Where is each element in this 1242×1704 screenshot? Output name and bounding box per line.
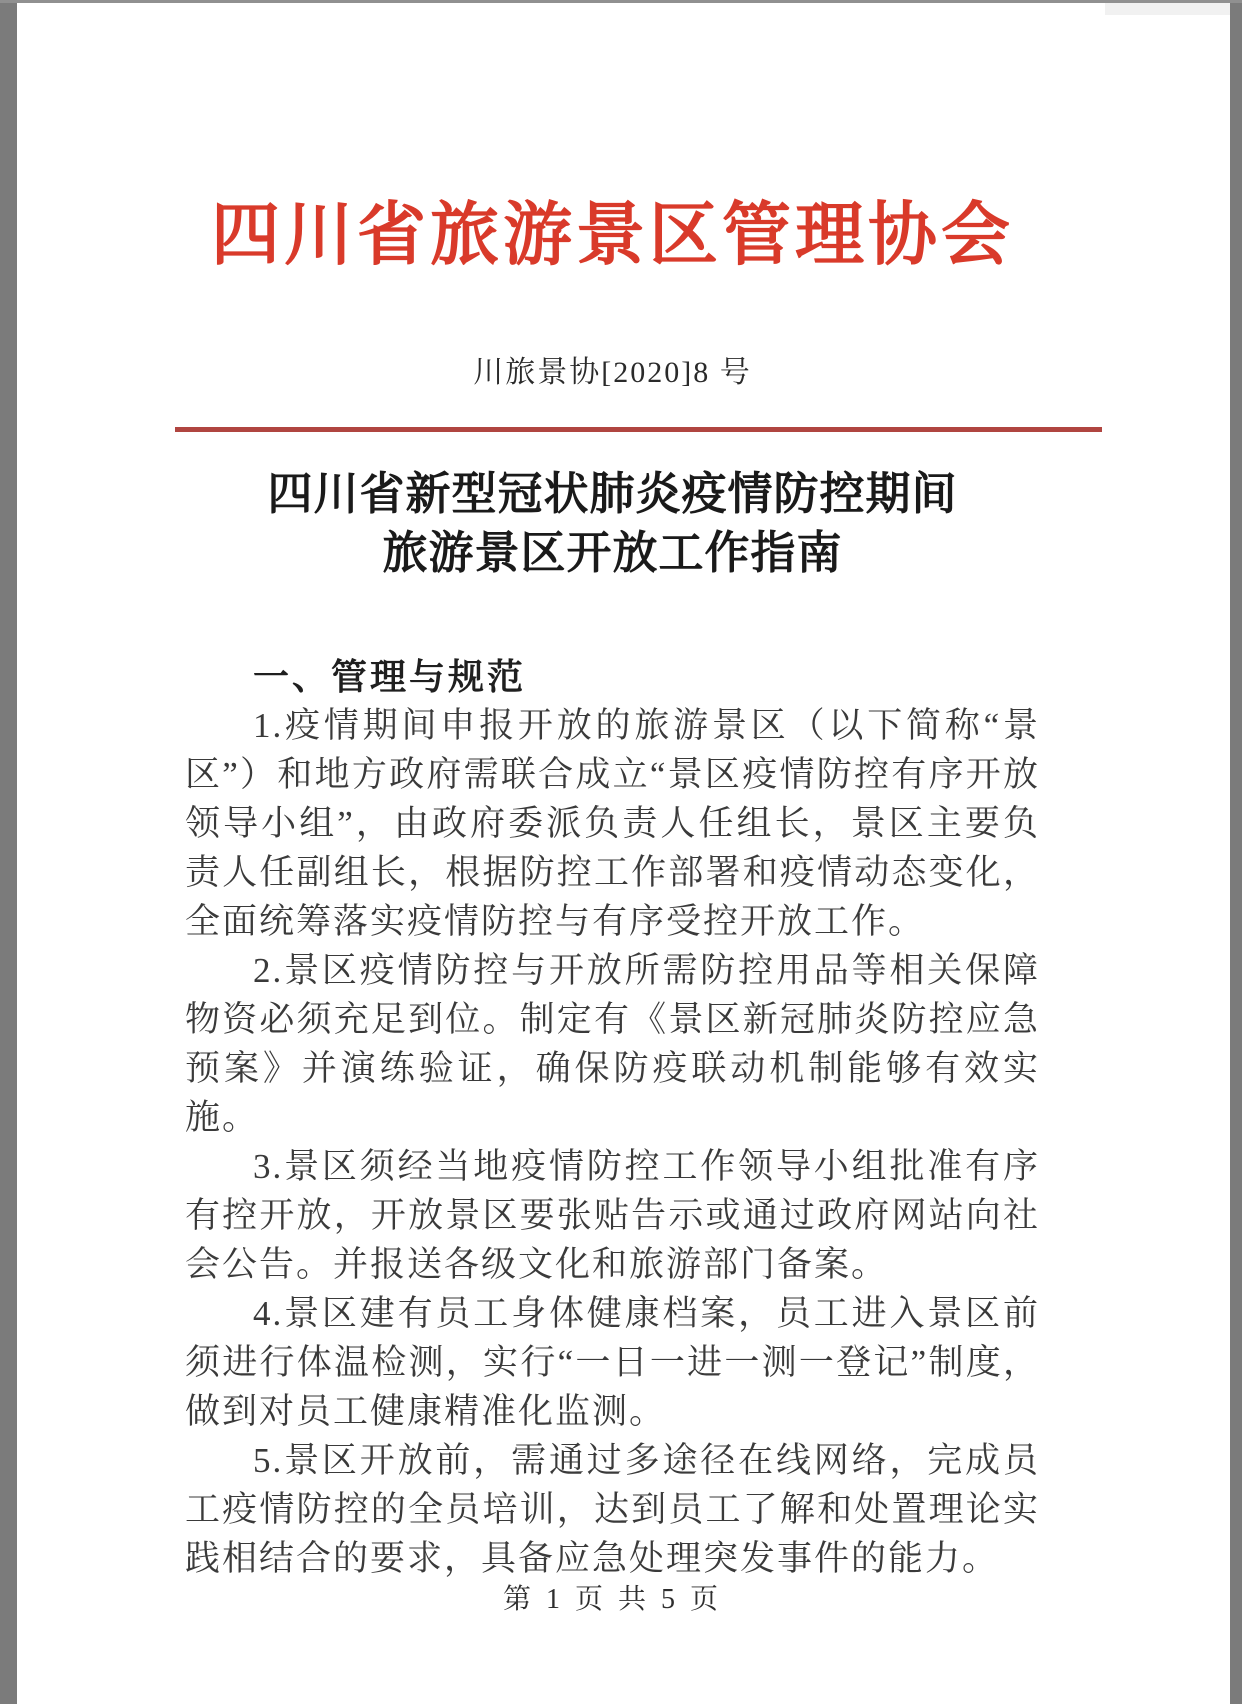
- body-text: [185, 701, 1040, 1583]
- body-paragraph-5: 5.景区开放前，需通过多途径在线网络，完成员工疫情防控的全员培训，达到员工了解和处置理论实践相结合的要求，具备应急处理突发事件的能力。: [185, 1441, 1040, 1578]
- body-paragraph-1: 1.疫情期间申报开放的旅游景区（以下简称“景区”）和地方政府需联合成立“景区疫情防控有序开放领导小组”，由政府委派负责人任组长，景区主要负责人任副组长，根据防控工作部署和疫情动态变化，全面统筹落实疫情防控与有序受控开放工作。: [185, 706, 1040, 941]
- association-title: 四川省旅游景区管理协会: [211, 196, 1014, 273]
- red-divider-rule: [175, 427, 1102, 432]
- document-title-line-1: 四川省新型冠状肺炎疫情防控期间: [267, 468, 958, 519]
- scan-edge-right: [1230, 0, 1242, 1704]
- document-title: [185, 464, 1040, 582]
- page-number-footer: 第 1 页 共 5 页: [502, 1584, 722, 1615]
- body-paragraph-3: 3.景区须经当地疫情防控工作领导小组批准有序有控开放，开放景区要张贴告示或通过政府网站向社会公告。并报送各级文化和旅游部门备案。: [185, 1147, 1040, 1284]
- document-title-line-2: 旅游景区开放工作指南: [382, 527, 843, 578]
- document-content: [185, 0, 1040, 1704]
- section-heading: 一、管理与规范: [253, 656, 527, 697]
- body-paragraph-2: 2.景区疫情防控与开放所需防控用品等相关保障物资必须充足到位。制定有《景区新冠肺炎防控应急预案》并演练验证，确保防疫联动机制能够有效实施。: [185, 951, 1040, 1137]
- scan-artifact-top-right: [1105, 3, 1230, 15]
- body-paragraph-4: 4.景区建有员工身体健康档案，员工进入景区前须进行体温检测，实行“一日一进一测一登记”制度，做到对员工健康精准化监测。: [185, 1294, 1040, 1431]
- document-number: 川旅景协[2020]8 号: [473, 356, 752, 389]
- scan-edge-left: [0, 0, 17, 1704]
